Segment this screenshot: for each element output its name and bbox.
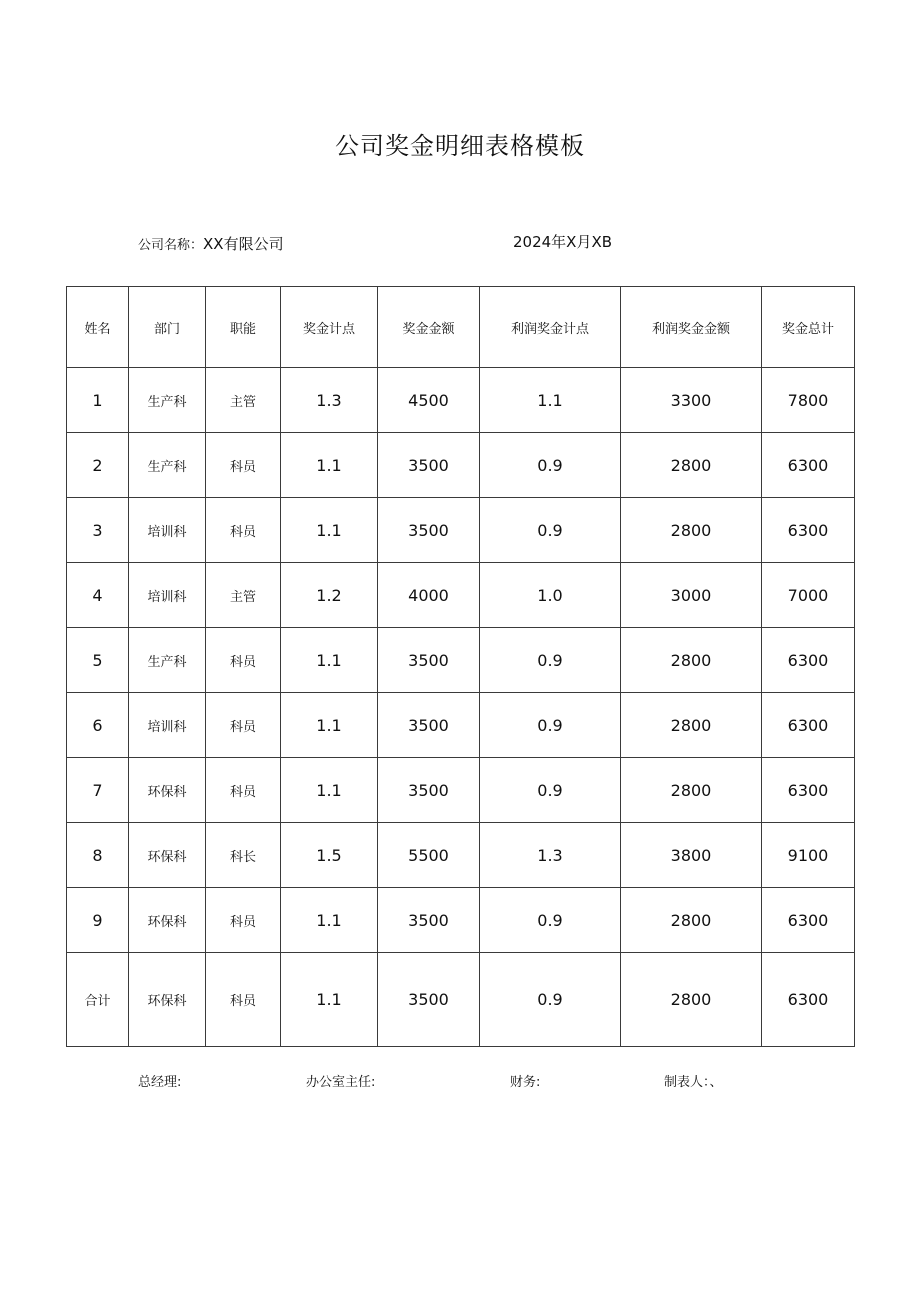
cell-department: 生产科 xyxy=(129,628,206,693)
cell-name: 2 xyxy=(67,433,129,498)
cell-role: 科长 xyxy=(206,823,281,888)
cell-bonus-total: 6300 xyxy=(762,888,855,953)
cell-name: 8 xyxy=(67,823,129,888)
cell-profit-bonus-points: 0.9 xyxy=(480,693,621,758)
cell-profit-bonus-points: 1.1 xyxy=(480,368,621,433)
table-row xyxy=(67,693,855,758)
cell-name: 3 xyxy=(67,498,129,563)
cell-role: 科员 xyxy=(206,888,281,953)
cell-department: 环保科 xyxy=(129,953,206,1047)
cell-role: 科员 xyxy=(206,693,281,758)
report-date: 2024年X月XB xyxy=(513,233,613,251)
cell-bonus-points: 1.1 xyxy=(281,433,378,498)
table-row xyxy=(67,368,855,433)
cell-profit-bonus-points: 1.0 xyxy=(480,563,621,628)
cell-profit-bonus-amount: 2800 xyxy=(621,953,762,1047)
table-header-row xyxy=(67,287,855,368)
footer-finance: 财务: xyxy=(510,1075,541,1090)
cell-department: 培训科 xyxy=(129,563,206,628)
cell-role: 科员 xyxy=(206,498,281,563)
cell-bonus-total: 6300 xyxy=(762,953,855,1047)
cell-bonus-total: 9100 xyxy=(762,823,855,888)
header-bonus-total: 奖金总计 xyxy=(762,287,855,368)
cell-profit-bonus-points: 0.9 xyxy=(480,953,621,1047)
cell-profit-bonus-amount: 2800 xyxy=(621,433,762,498)
cell-department: 环保科 xyxy=(129,823,206,888)
cell-bonus-total: 7000 xyxy=(762,563,855,628)
cell-department: 环保科 xyxy=(129,758,206,823)
cell-profit-bonus-points: 0.9 xyxy=(480,628,621,693)
cell-role: 主管 xyxy=(206,368,281,433)
cell-bonus-points: 1.1 xyxy=(281,628,378,693)
cell-bonus-amount: 3500 xyxy=(378,628,480,693)
cell-profit-bonus-points: 1.3 xyxy=(480,823,621,888)
header-bonus-points: 奖金计点 xyxy=(281,287,378,368)
cell-role: 主管 xyxy=(206,563,281,628)
footer-office-director: 办公室主任: xyxy=(306,1075,376,1090)
cell-department: 环保科 xyxy=(129,888,206,953)
cell-bonus-amount: 3500 xyxy=(378,888,480,953)
header-name: 姓名 xyxy=(67,287,129,368)
footer-prepared-by: 制表人：、 xyxy=(664,1075,723,1090)
cell-bonus-amount: 3500 xyxy=(378,758,480,823)
cell-bonus-amount: 3500 xyxy=(378,433,480,498)
cell-profit-bonus-amount: 3000 xyxy=(621,563,762,628)
cell-department: 培训科 xyxy=(129,693,206,758)
cell-bonus-points: 1.1 xyxy=(281,953,378,1047)
header-bonus-amount: 奖金金额 xyxy=(378,287,480,368)
cell-role: 科员 xyxy=(206,758,281,823)
cell-bonus-total: 6300 xyxy=(762,693,855,758)
cell-department: 培训科 xyxy=(129,498,206,563)
cell-name: 6 xyxy=(67,693,129,758)
cell-bonus-amount: 4000 xyxy=(378,563,480,628)
cell-total-label: 合计 xyxy=(67,953,129,1047)
table-total-row xyxy=(67,953,855,1047)
cell-name: 5 xyxy=(67,628,129,693)
cell-role: 科员 xyxy=(206,433,281,498)
cell-name: 9 xyxy=(67,888,129,953)
cell-bonus-total: 6300 xyxy=(762,433,855,498)
cell-role: 科员 xyxy=(206,628,281,693)
cell-profit-bonus-amount: 2800 xyxy=(621,498,762,563)
cell-profit-bonus-amount: 3800 xyxy=(621,823,762,888)
cell-profit-bonus-amount: 3300 xyxy=(621,368,762,433)
cell-bonus-total: 6300 xyxy=(762,628,855,693)
cell-bonus-amount: 3500 xyxy=(378,953,480,1047)
cell-bonus-amount: 5500 xyxy=(378,823,480,888)
table-row xyxy=(67,563,855,628)
cell-bonus-total: 7800 xyxy=(762,368,855,433)
cell-bonus-points: 1.1 xyxy=(281,498,378,563)
cell-profit-bonus-amount: 2800 xyxy=(621,693,762,758)
cell-bonus-points: 1.5 xyxy=(281,823,378,888)
table-row xyxy=(67,628,855,693)
cell-name: 7 xyxy=(67,758,129,823)
bonus-table xyxy=(66,286,855,1047)
table-row xyxy=(67,823,855,888)
cell-bonus-points: 1.2 xyxy=(281,563,378,628)
cell-bonus-points: 1.3 xyxy=(281,368,378,433)
company-value: XX有限公司 xyxy=(203,235,284,253)
header-role: 职能 xyxy=(206,287,281,368)
cell-bonus-amount: 4500 xyxy=(378,368,480,433)
cell-profit-bonus-amount: 2800 xyxy=(621,758,762,823)
cell-bonus-amount: 3500 xyxy=(378,498,480,563)
cell-department: 生产科 xyxy=(129,368,206,433)
page-title: 公司奖金明细表格模板 xyxy=(335,132,585,160)
table-row xyxy=(67,758,855,823)
cell-name: 1 xyxy=(67,368,129,433)
cell-profit-bonus-amount: 2800 xyxy=(621,628,762,693)
table-row xyxy=(67,498,855,563)
cell-bonus-points: 1.1 xyxy=(281,888,378,953)
header-profit-bonus-amount: 利润奖金金额 xyxy=(621,287,762,368)
cell-bonus-total: 6300 xyxy=(762,758,855,823)
cell-profit-bonus-points: 0.9 xyxy=(480,498,621,563)
cell-bonus-points: 1.1 xyxy=(281,693,378,758)
table-row xyxy=(67,888,855,953)
cell-bonus-amount: 3500 xyxy=(378,693,480,758)
cell-profit-bonus-points: 0.9 xyxy=(480,433,621,498)
footer-general-manager: 总经理: xyxy=(138,1075,182,1090)
cell-role: 科员 xyxy=(206,953,281,1047)
header-profit-bonus-points: 利润奖金计点 xyxy=(480,287,621,368)
cell-profit-bonus-points: 0.9 xyxy=(480,758,621,823)
table-row xyxy=(67,433,855,498)
cell-name: 4 xyxy=(67,563,129,628)
cell-bonus-total: 6300 xyxy=(762,498,855,563)
header-department: 部门 xyxy=(129,287,206,368)
cell-profit-bonus-amount: 2800 xyxy=(621,888,762,953)
cell-profit-bonus-points: 0.9 xyxy=(480,888,621,953)
cell-department: 生产科 xyxy=(129,433,206,498)
company-label: 公司名称： xyxy=(138,238,204,253)
cell-bonus-points: 1.1 xyxy=(281,758,378,823)
company-name xyxy=(138,233,284,254)
